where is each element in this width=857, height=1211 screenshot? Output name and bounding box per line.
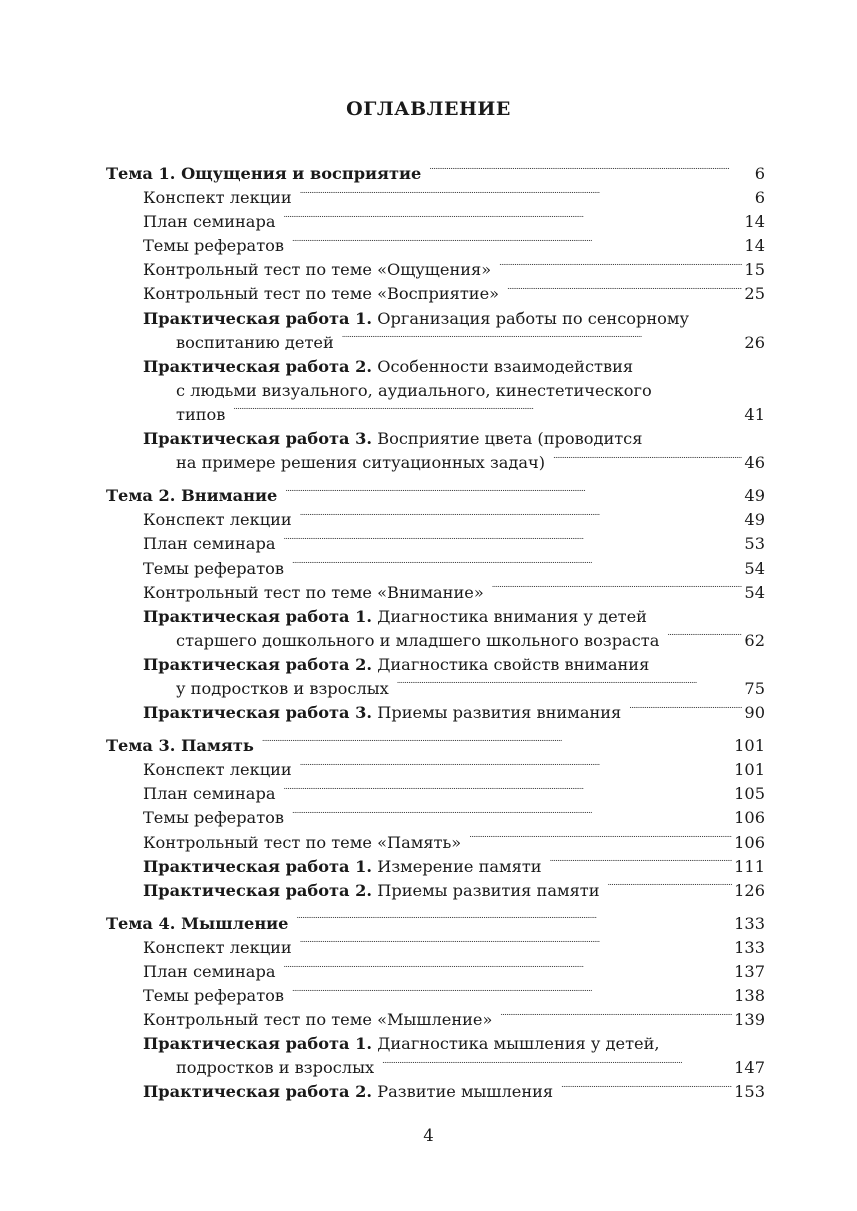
toc-entry-title: Контрольный тест по теме «Память» [143,832,462,852]
topic-title: Тема 1. Ощущения и восприятие [106,164,422,183]
toc-entry-text [143,581,484,605]
toc-topic [106,162,765,475]
toc-entry-text [176,451,545,475]
toc-entry[interactable] [106,1056,765,1080]
toc-entry-title: Темы рефератов [143,986,285,1006]
toc-entry-text [143,782,275,806]
dot-leader [429,163,752,179]
toc-page-number: 62 [744,630,765,650]
toc-entry[interactable] [106,936,765,960]
toc-entry[interactable] [106,331,765,355]
toc-entry-text [143,758,292,782]
practical-work-label: Практическая работа 1. [143,606,373,626]
toc-entry[interactable] [106,186,765,210]
toc-entry[interactable] [106,879,765,903]
dot-leader [397,678,743,694]
practical-work-label: Практическая работа 2. [143,654,373,674]
toc-page-number: 54 [744,558,765,578]
toc-page-number: 139 [734,1010,765,1030]
toc-entry-title: Особенности взаимодействия [377,356,634,376]
toc-entry[interactable] [106,758,765,782]
toc-entry[interactable] [106,677,765,701]
dot-leader [283,961,732,977]
toc-page-number: 41 [744,404,765,424]
toc-entry-title: Диагностика свойств внимания [377,654,650,674]
toc-entry-line [106,427,765,451]
toc-entry-title: Приемы развития внимания [377,703,622,723]
toc-page-number: 75 [744,678,765,698]
dot-leader [300,937,732,953]
toc-page-number: 54 [744,582,765,602]
toc-entry-title: воспитанию детей [176,332,334,352]
toc-entry-title: Восприятие цвета (проводится [377,429,643,449]
dot-leader [608,880,733,896]
toc-entry-text [176,403,225,427]
dot-leader [667,630,742,646]
toc-entry-title: Темы рефератов [143,808,285,828]
toc-entry-title: Контрольный тест по теме «Восприятие» [143,284,500,304]
dot-leader [500,1009,732,1025]
toc-topic-heading[interactable] [106,484,765,508]
toc-page-number: 147 [734,1058,765,1078]
toc-entry-text [143,210,275,234]
practical-work-label: Практическая работа 2. [143,880,373,900]
toc-page-number: 49 [744,486,765,506]
toc-page-number: 101 [734,760,765,780]
toc-entry-title: Организация работы по сенсорному [377,308,690,328]
toc-entry-text [143,234,284,258]
toc-page-number: 101 [734,736,765,756]
toc-entry-title: План семинара [143,212,276,232]
toc-entry-title: Темы рефератов [143,236,285,256]
dot-leader [292,235,742,251]
toc-entry[interactable] [106,581,765,605]
toc-topic-heading[interactable] [106,734,765,758]
toc-page-number: 14 [744,236,765,256]
toc-entry-text [143,282,499,306]
toc-entry-title: План семинара [143,784,276,804]
toc-entry-text [143,960,275,984]
toc-entry[interactable] [106,557,765,581]
toc-entry-title: с людьми визуального, аудиального, кинестетического [176,380,652,400]
toc-page-number: 106 [734,832,765,852]
dot-leader [507,283,742,299]
toc-entry-text [176,677,389,701]
toc-entry-title: План семинара [143,534,276,554]
dot-leader [550,855,733,871]
toc-entry-title: старшего дошкольного и младшего школьного возраста [176,630,660,650]
toc-entry-title: Диагностика мышления у детей, [377,1034,660,1054]
toc-topic-heading[interactable] [106,912,765,936]
dot-leader [561,1081,732,1097]
toc-entry-line [106,605,765,629]
toc-page-number: 133 [734,937,765,957]
toc-entry-text [143,984,284,1008]
topic-title: Тема 2. Внимание [106,486,278,506]
dot-leader [469,831,732,847]
toc-entry-line [106,379,765,403]
toc-entry-text [143,557,284,581]
toc-entry[interactable] [106,782,765,806]
dot-leader [296,913,732,929]
toc-entry[interactable] [106,403,765,427]
toc-entry-title: Конспект лекции [143,937,292,957]
toc-entry[interactable] [106,508,765,532]
toc-entry-title: Диагностика внимания у детей [377,606,647,626]
toc-entry[interactable] [106,210,765,234]
toc-entry-text [143,508,292,532]
dot-leader [300,759,732,775]
dot-leader [283,211,742,227]
toc-entry-line [106,355,765,379]
dot-leader [300,187,753,203]
toc-entry-title: Развитие мышления [377,1082,554,1102]
dot-leader [233,404,742,420]
toc-entry-text [176,331,334,355]
practical-work-label: Практическая работа 1. [143,856,373,876]
toc-page-number: 137 [734,962,765,981]
topic-title: Тема 4. Мышление [106,913,289,933]
toc-page-number: 90 [744,703,765,723]
toc-page-number: 105 [734,784,765,804]
toc-page-number: 6 [754,188,765,208]
toc-page-number: 106 [734,808,765,828]
toc-entry[interactable] [106,831,765,855]
toc-entry-title: у подростков и взрослых [176,678,389,698]
toc-entry-title: Измерение памяти [377,856,542,876]
toc-entry-title: Конспект лекции [143,188,292,208]
dot-leader [292,557,742,573]
toc-entry-text [143,701,621,725]
dot-leader [262,735,732,751]
toc-entry-title: Контрольный тест по теме «Внимание» [143,582,484,602]
dot-leader [292,807,732,823]
dot-leader [283,533,742,549]
dot-leader [492,581,743,597]
dot-leader [292,985,732,1001]
dot-leader [553,452,742,468]
toc-topic [106,734,765,903]
toc-entry-text [143,831,461,855]
dot-leader [285,485,742,501]
practical-work-label: Практическая работа 2. [143,356,373,376]
toc-page-number: 25 [744,284,765,304]
dot-leader [499,259,742,275]
toc-page-number: 126 [734,880,765,900]
toc-page-number: 133 [734,913,765,933]
toc-entry-title: План семинара [143,962,276,981]
toc-page-number: 138 [734,986,765,1006]
toc-entry-title: подростков и взрослых [176,1058,375,1078]
toc-page-number: 6 [754,164,765,183]
toc-entry[interactable] [106,1008,765,1032]
page-number: 4 [423,1126,434,1145]
toc-entry-title: Конспект лекции [143,510,292,530]
toc-entry-text [176,629,659,653]
practical-work-label: Практическая работа 3. [143,429,373,449]
toc-page-number: 14 [744,212,765,232]
toc-topic-heading[interactable] [106,162,765,186]
dot-leader [382,1057,732,1073]
toc-page-number: 26 [744,332,765,352]
toc-entry[interactable] [106,451,765,475]
toc-entry-text [143,258,491,282]
toc-entry-text [143,532,275,556]
toc-entry[interactable] [106,701,765,725]
practical-work-label: Практическая работа 1. [143,1034,373,1054]
toc-entry[interactable] [106,532,765,556]
toc-entry-text [143,806,284,830]
toc-entry-title: Конспект лекции [143,760,292,780]
toc-entry[interactable] [106,629,765,653]
toc-entry[interactable] [106,258,765,282]
page-title: ОГЛАВЛЕНИЕ [346,98,511,120]
toc-entry-text [143,879,600,903]
topic-title: Тема 3. Память [106,736,254,756]
practical-work-label: Практическая работа 1. [143,308,373,328]
toc-entry-title: Приемы развития памяти [377,880,600,900]
toc-entry-text [143,1008,492,1032]
toc-entry-line [106,307,765,331]
toc-entry[interactable] [106,806,765,830]
practical-work-label: Практическая работа 2. [143,1082,373,1102]
toc-entry[interactable] [106,282,765,306]
toc-entry[interactable] [106,984,765,1008]
toc-entry-text [143,855,542,879]
toc-entry-text [143,1080,553,1104]
toc-entry-title: на примере решения ситуационных задач) [176,453,546,473]
toc-page-number: 15 [744,260,765,280]
toc-page-number: 153 [734,1082,765,1102]
toc-page-number: 53 [744,534,765,554]
toc-entry-title: Контрольный тест по теме «Мышление» [143,1010,493,1030]
toc-page-number: 49 [744,510,765,530]
dot-leader [283,783,732,799]
practical-work-label: Практическая работа 3. [143,703,373,723]
table-of-contents [106,162,765,1114]
toc-entry[interactable] [106,1080,765,1104]
dot-leader [342,331,743,347]
toc-entry[interactable] [106,234,765,258]
toc-entry-text [143,186,292,210]
dot-leader [629,702,742,718]
toc-page-number: 111 [734,856,765,876]
toc-topic [106,484,765,725]
toc-entry-text [143,936,292,960]
toc-entry-title: типов [176,404,226,424]
dot-leader [300,509,743,525]
toc-topic [106,912,765,1105]
toc-entry-title: Темы рефератов [143,558,285,578]
toc-entry[interactable] [106,960,765,984]
toc-page-number: 46 [744,453,765,473]
toc-entry-line [106,1032,765,1056]
toc-entry-line [106,653,765,677]
toc-entry[interactable] [106,855,765,879]
toc-entry-text [176,1056,374,1080]
toc-entry-title: Контрольный тест по теме «Ощущения» [143,260,492,280]
